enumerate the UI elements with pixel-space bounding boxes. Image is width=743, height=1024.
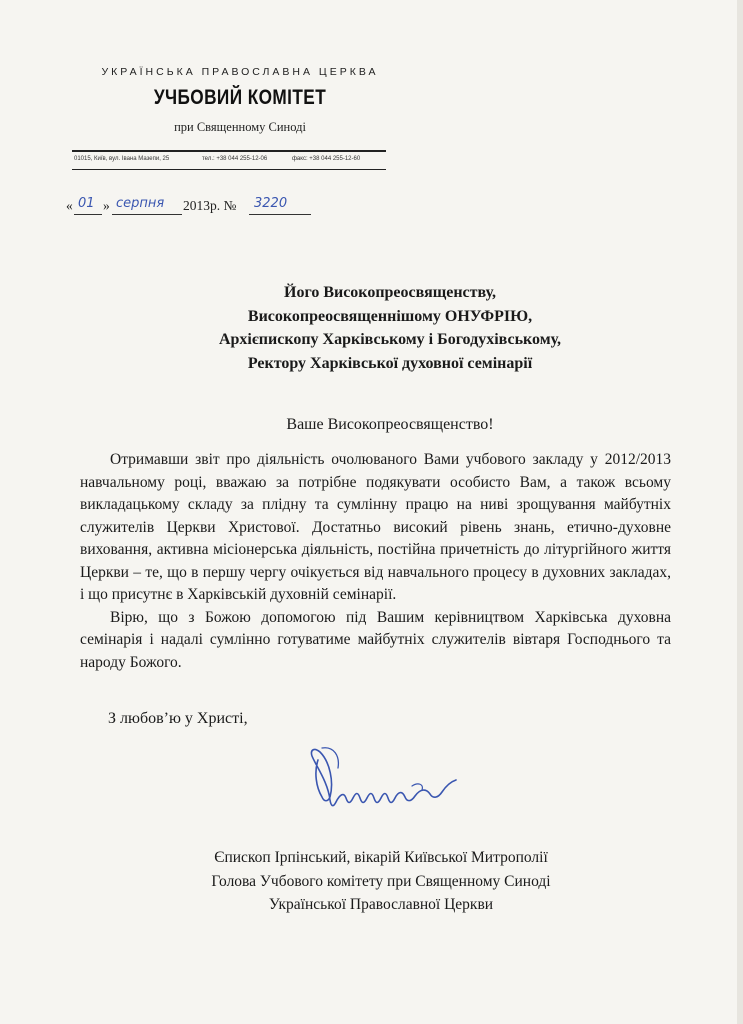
salutation: Ваше Високопреосвященство! <box>286 416 494 433</box>
letterhead-phone: тел.: +38 044 255-12-06 <box>202 156 268 162</box>
date-day: 01 <box>78 196 95 211</box>
addressee-line: Ректору Харківської духовної семінарії <box>247 354 533 372</box>
date-month-underline <box>112 214 182 215</box>
page-edge <box>737 0 743 1024</box>
letter-body <box>80 449 671 674</box>
date-day-underline <box>74 214 102 215</box>
letterhead-title: УЧБОВИЙ КОМІТЕТ <box>153 86 327 109</box>
letterhead-fax: факс: +38 044 255-12-60 <box>292 156 361 162</box>
signatory-line: Єпископ Ірпінський, вікарій Київської Митрополії <box>214 849 548 866</box>
letterhead-rule-bottom <box>72 169 386 170</box>
addressee-line: Його Високопреосвященству, <box>284 284 496 301</box>
date-open-quote: « <box>66 198 73 213</box>
body-paragraph: Вірю, що з Божою допомогою під Вашим керівництвом Харківська духовна семінарія і надалі сумлінно готуватиме майбутніх служителів вівтаря Господнього та народу Божого. <box>80 608 671 671</box>
letterhead-organization: УКРАЇНСЬКА ПРАВОСЛАВНА ЦЕРКВА <box>101 66 379 78</box>
body-paragraph: Отримавши звіт про діяльність очолюваного Вами учбового закладу у 2012/2013 навчальному році, вважаю за потрібне подякувати особисто Вам, а також всьому викладацькому складу за плідну та сумлінну працю на ниві зрощування майбутніх служителів Церкви Христової. Достатньо високий рівень знань, етично-духовне виховання, активна місіонерська діяльність, постійна причетність до літургійного життя Церкви – те, що в першу чергу очікується від навчального процесу в духовних закладах, і що присутнє в Харківській духовній семінарії. <box>80 451 671 603</box>
date-close-quote: » <box>103 198 110 213</box>
date-month: серпня <box>116 196 165 211</box>
signatory-line: Української Православної Церкви <box>268 896 494 913</box>
handwritten-signature <box>300 742 470 827</box>
date-year-and-number-label: 2013р. № <box>183 198 237 213</box>
signatory-block <box>170 846 592 917</box>
addressee-line: Архієпископу Харківському і Богодухівському, <box>218 331 562 348</box>
letterhead-address: 01015, Київ, вул. Івана Мазепи, 25 <box>74 156 170 162</box>
closing-phrase: З любов’ю у Христі, <box>108 710 248 727</box>
document-number-underline <box>249 214 311 215</box>
letterhead-subtitle: при Священному Синоді <box>174 120 306 134</box>
letterhead-rule-top <box>72 150 386 152</box>
addressee-line: Високопреосвященнішому ОНУФРІЮ, <box>247 307 533 325</box>
signatory-line: Голова Учбового комітету при Священному Синоді <box>211 872 551 890</box>
document-number: 3220 <box>254 196 288 211</box>
addressee-block <box>150 281 630 375</box>
